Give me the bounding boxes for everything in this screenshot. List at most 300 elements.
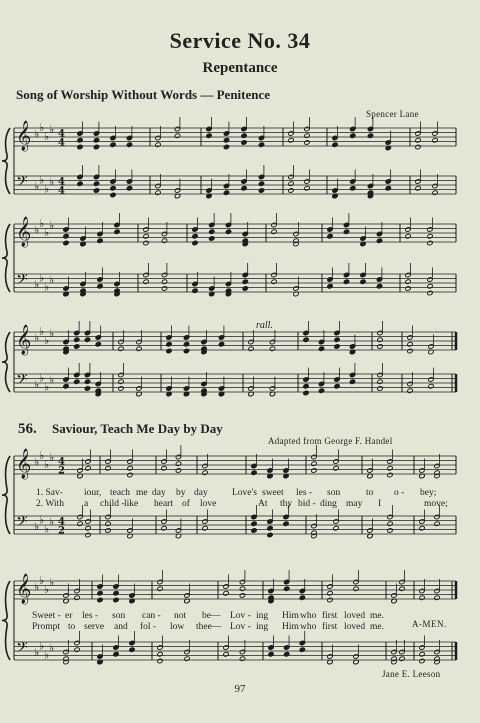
note-head <box>113 652 119 657</box>
lyric-syllable: day <box>194 488 208 498</box>
note-head <box>84 337 90 342</box>
note-head <box>157 586 163 591</box>
note-head <box>387 466 393 471</box>
note-head <box>223 138 229 143</box>
note-head <box>93 181 99 186</box>
note-head <box>387 521 393 526</box>
note-head <box>118 386 124 391</box>
note-head <box>283 521 289 526</box>
note-head <box>258 142 264 147</box>
lyric-syllable: At <box>258 499 268 509</box>
note-head <box>113 591 119 596</box>
note-head <box>288 138 294 143</box>
note-head <box>74 647 80 652</box>
note-head <box>206 133 212 138</box>
flat-icon: ♭ <box>49 515 55 529</box>
lyric-syllable: 2. With <box>36 499 64 509</box>
note-head <box>405 279 411 284</box>
bass-clef-icon: 𝄢 <box>16 271 28 292</box>
lyric-syllable: a <box>84 499 89 509</box>
bass-clef-icon: 𝄢 <box>16 371 28 392</box>
note-head <box>284 652 290 657</box>
flat-icon: ♭ <box>39 173 45 187</box>
time-signature-top: 4 <box>58 516 65 528</box>
lyric-syllable: like <box>124 499 139 509</box>
flat-icon: ♭ <box>34 646 40 659</box>
time-signature-top: 4 <box>58 456 65 468</box>
note-head <box>161 286 167 291</box>
note-head <box>376 284 382 289</box>
note-head <box>241 186 247 191</box>
note-head <box>110 142 116 147</box>
note-head <box>318 346 324 351</box>
note-head <box>251 470 257 475</box>
note-head <box>223 652 229 657</box>
note-head <box>353 586 359 591</box>
note-head <box>63 240 69 245</box>
song-composer: Spencer Lane <box>366 109 419 119</box>
note-head <box>93 188 99 193</box>
note-head <box>271 229 277 234</box>
note-head <box>105 521 111 526</box>
note-head <box>407 348 413 353</box>
lyric-syllable: I <box>378 499 382 509</box>
lyric-syllable: thee— <box>196 622 222 632</box>
note-head <box>428 384 434 389</box>
note-head <box>97 597 103 602</box>
lyric-syllable: me. <box>370 622 384 632</box>
note-head <box>110 186 116 191</box>
note-head <box>407 388 413 393</box>
lyric-syllable: who <box>300 622 317 632</box>
note-head <box>166 348 172 353</box>
note-head <box>85 466 91 471</box>
note-head <box>258 181 264 186</box>
brace <box>2 128 10 194</box>
brace <box>2 456 10 534</box>
time-signature-top: 4 <box>58 128 65 140</box>
time-signature-top: 4 <box>58 176 65 188</box>
flat-icon: ♭ <box>34 331 40 345</box>
note-head <box>175 468 181 473</box>
note-head <box>258 188 264 193</box>
note-head <box>419 595 425 600</box>
note-head <box>74 337 80 342</box>
rall-marking: rall. <box>256 320 273 331</box>
flat-icon: ♭ <box>49 373 55 387</box>
flat-icon: ♭ <box>44 648 50 662</box>
lyric-syllable: first <box>322 622 338 632</box>
flat-icon: ♭ <box>49 123 55 136</box>
flat-icon: ♭ <box>34 180 40 193</box>
time-signature-bottom: 2 <box>58 465 65 477</box>
note-head <box>432 190 438 195</box>
note-head <box>415 186 421 191</box>
flat-icon: ♭ <box>49 273 55 287</box>
lyric-syllable: les - <box>82 611 99 621</box>
note-head <box>157 652 163 657</box>
flat-icon: ♭ <box>39 120 45 134</box>
note-head <box>327 234 333 239</box>
lyric-syllable: bey; <box>420 488 437 498</box>
bass-clef-icon: 𝄢 <box>16 173 28 194</box>
lyric-syllable: be— <box>202 611 221 621</box>
lyric-syllable: to <box>68 622 76 632</box>
note-head <box>367 133 373 138</box>
flat-icon: ♭ <box>34 455 40 469</box>
note-head <box>343 279 349 284</box>
note-head <box>399 656 405 661</box>
note-head <box>327 597 333 602</box>
note-head <box>407 342 413 347</box>
note-head <box>284 586 290 591</box>
lyric-syllable: heart <box>154 499 173 509</box>
note-head <box>85 532 91 537</box>
note-head <box>209 229 215 234</box>
song-heading: Song of Worship Without Words — Penitence <box>16 87 271 102</box>
note-head <box>161 279 167 284</box>
note-head <box>175 461 181 466</box>
note-head <box>95 342 101 347</box>
note-head <box>114 229 120 234</box>
note-head <box>241 133 247 138</box>
note-head <box>192 234 198 239</box>
note-head <box>155 142 161 147</box>
lyric-syllable: not <box>174 611 187 621</box>
note-head <box>77 521 83 526</box>
note-head <box>192 288 198 293</box>
time-signature-bottom: 4 <box>58 185 65 197</box>
note-head <box>427 240 433 245</box>
note-head <box>105 528 111 533</box>
flat-icon: ♭ <box>39 448 45 462</box>
flat-icon: ♭ <box>34 580 40 594</box>
lyric-syllable: move; <box>424 499 448 509</box>
note-head <box>242 279 248 284</box>
lyric-syllable: Lov - <box>230 622 251 632</box>
note-head <box>327 284 333 289</box>
note-head <box>311 461 317 466</box>
hymn-number: 56. <box>18 421 37 437</box>
note-head <box>223 591 229 596</box>
flat-icon: ♭ <box>44 225 50 239</box>
note-head <box>93 138 99 143</box>
note-head <box>299 595 305 600</box>
lyric-syllable: first <box>322 611 338 621</box>
note-head <box>74 379 80 384</box>
flat-icon: ♭ <box>49 327 55 340</box>
lyric-syllable: Him <box>282 622 299 632</box>
note-head <box>434 521 440 526</box>
flat-icon: ♭ <box>49 175 55 189</box>
note-head <box>161 466 167 471</box>
note-head <box>269 346 275 351</box>
lyric-syllable: who <box>300 611 317 621</box>
note-head <box>267 526 273 531</box>
hymn-composer: Adapted from George F. Handel <box>268 436 393 446</box>
note-head <box>157 658 163 663</box>
lyric-syllable: low <box>170 622 185 632</box>
lyric-syllable: loved <box>344 622 366 632</box>
note-head <box>360 279 366 284</box>
flat-icon: ♭ <box>34 520 40 533</box>
note-head <box>419 652 425 657</box>
note-head <box>202 526 208 531</box>
note-head <box>161 526 167 531</box>
note-head <box>332 142 338 147</box>
note-head <box>288 181 294 186</box>
note-head <box>267 532 273 537</box>
lyric-syllable: Love's <box>232 488 257 498</box>
time-signature-bottom: 4 <box>58 137 65 149</box>
flat-icon: ♭ <box>39 639 45 653</box>
note-head <box>63 234 69 239</box>
lyric-syllable: sweet <box>262 488 284 498</box>
note-head <box>251 521 257 526</box>
note-head <box>218 342 224 347</box>
note-head <box>63 384 69 389</box>
flat-icon: ♭ <box>39 324 45 338</box>
note-head <box>74 595 80 600</box>
flat-icon: ♭ <box>44 522 50 536</box>
note-head <box>334 344 340 349</box>
note-head <box>97 284 103 289</box>
note-head <box>432 138 438 143</box>
lyric-syllable: Prompt <box>32 622 60 632</box>
lyric-syllable: love <box>200 499 217 509</box>
note-head <box>399 586 405 591</box>
lyric-syllable: day <box>152 488 166 498</box>
note-head <box>271 279 277 284</box>
note-head <box>318 388 324 393</box>
flat-icon: ♭ <box>49 641 55 655</box>
note-head <box>427 284 433 289</box>
note-head <box>304 186 310 191</box>
flat-icon: ♭ <box>44 582 50 596</box>
flat-icon: ♭ <box>39 513 45 527</box>
note-head <box>118 379 124 384</box>
note-head <box>127 466 133 471</box>
note-head <box>105 466 111 471</box>
lyric-syllable: thy <box>280 499 293 509</box>
lyric-syllable: loved <box>344 611 366 621</box>
note-head <box>183 348 189 353</box>
note-head <box>97 591 103 596</box>
note-head <box>303 384 309 389</box>
flat-icon: ♭ <box>34 223 40 237</box>
note-head <box>385 186 391 191</box>
note-head <box>209 236 215 241</box>
note-head <box>327 591 333 596</box>
note-head <box>387 472 393 477</box>
lyric-syllable: to <box>366 488 374 498</box>
note-head <box>97 238 103 243</box>
lyric-syllable: and <box>114 622 128 632</box>
lyric-syllable: son <box>327 488 341 498</box>
note-head <box>84 379 90 384</box>
note-head <box>239 586 245 591</box>
service-subtitle: Repentance <box>202 60 278 76</box>
lyric-syllable: Sweet - <box>32 611 61 621</box>
lyric-syllable: ding <box>320 499 337 509</box>
lyric-syllable: by <box>176 488 186 498</box>
lyric-syllable: of <box>182 499 190 509</box>
flat-icon: ♭ <box>44 457 50 471</box>
note-head <box>303 337 309 342</box>
note-head <box>184 656 190 661</box>
flat-icon: ♭ <box>34 278 40 291</box>
note-head <box>192 240 198 245</box>
brace <box>2 581 10 660</box>
note-head <box>136 346 142 351</box>
flat-icon: ♭ <box>44 182 50 196</box>
time-signature-bottom: 2 <box>58 525 65 537</box>
lyric-syllable: er <box>65 611 73 621</box>
note-head <box>299 647 305 652</box>
note-head <box>183 342 189 347</box>
note-head <box>333 466 339 471</box>
note-head <box>126 186 132 191</box>
treble-clef-icon: 𝄞 <box>16 121 32 151</box>
lyric-syllable: Him <box>282 611 299 621</box>
note-head <box>405 286 411 291</box>
note-head <box>268 652 274 657</box>
treble-clef-icon: 𝄞 <box>16 574 32 604</box>
hymn-title: Saviour, Teach Me Day by Day <box>52 421 223 436</box>
flat-icon: ♭ <box>44 333 50 347</box>
note-head <box>376 238 382 243</box>
note-head <box>288 188 294 193</box>
flat-icon: ♭ <box>39 573 45 587</box>
note-head <box>405 234 411 239</box>
note-head <box>85 526 91 531</box>
note-head <box>223 190 229 195</box>
flat-icon: ♭ <box>39 271 45 285</box>
service-title: Service No. 34 <box>169 28 311 53</box>
note-head <box>113 597 119 602</box>
note-head <box>343 229 349 234</box>
note-head <box>350 186 356 191</box>
brace <box>2 224 10 292</box>
note-head <box>84 386 90 391</box>
brace <box>2 332 10 392</box>
note-head <box>239 593 245 598</box>
note-head <box>129 647 135 652</box>
note-head <box>174 133 180 138</box>
lyric-syllable: ing <box>256 611 269 621</box>
flat-icon: ♭ <box>39 216 45 230</box>
note-head <box>387 528 393 533</box>
note-head <box>143 279 149 284</box>
lyric-syllable: les - <box>296 488 313 498</box>
page-number: 97 <box>234 683 246 695</box>
note-head <box>74 344 80 349</box>
flat-icon: ♭ <box>39 371 45 385</box>
note-head <box>239 656 245 661</box>
treble-clef-icon: 𝄞 <box>16 449 32 479</box>
lyric-syllable: o - <box>394 488 405 498</box>
hymn-author: Jane E. Leeson <box>382 669 441 679</box>
treble-clef-icon: 𝄞 <box>16 325 32 355</box>
note-head <box>377 337 383 342</box>
note-head <box>223 144 229 149</box>
lyric-syllable: child - <box>100 499 125 509</box>
note-head <box>93 144 99 149</box>
note-head <box>241 140 247 145</box>
flat-icon: ♭ <box>44 380 50 394</box>
note-head <box>377 344 383 349</box>
lyric-syllable: bid - <box>298 499 316 509</box>
note-head <box>248 346 254 351</box>
lyric-syllable: fol - <box>140 622 157 632</box>
flat-icon: ♭ <box>49 576 55 589</box>
note-head <box>161 238 167 243</box>
lyric-syllable: son <box>112 611 126 621</box>
note-head <box>304 140 310 145</box>
lyric-syllable: can - <box>142 611 161 621</box>
note-head <box>333 526 339 531</box>
note-head <box>143 240 149 245</box>
note-head <box>77 144 83 149</box>
note-head <box>415 144 421 149</box>
note-head <box>377 379 383 384</box>
note-head <box>434 595 440 600</box>
flat-icon: ♭ <box>44 280 50 294</box>
flat-icon: ♭ <box>44 129 50 143</box>
note-head <box>304 133 310 138</box>
note-head <box>251 528 257 533</box>
note-head <box>127 472 133 477</box>
lyric-syllable: teach <box>110 488 131 498</box>
note-head <box>427 234 433 239</box>
flat-icon: ♭ <box>34 127 40 141</box>
lyric-syllable: me <box>136 488 148 498</box>
flat-icon: ♭ <box>34 378 40 391</box>
note-head <box>303 390 309 395</box>
bass-clef-icon: 𝄢 <box>16 513 28 534</box>
note-head <box>377 386 383 391</box>
lyric-syllable: may <box>346 499 363 509</box>
note-head <box>334 384 340 389</box>
note-head <box>242 286 248 291</box>
note-head <box>311 468 317 473</box>
note-head <box>166 342 172 347</box>
note-head <box>334 337 340 342</box>
note-head <box>349 379 355 384</box>
note-head <box>155 190 161 195</box>
bass-clef-icon: 𝄢 <box>16 639 28 660</box>
amen-text: A-MEN. <box>412 619 447 629</box>
note-head <box>143 234 149 239</box>
note-head <box>77 138 83 143</box>
treble-clef-icon: 𝄞 <box>16 217 32 247</box>
note-head <box>419 526 425 531</box>
note-head <box>202 470 208 475</box>
note-head <box>415 138 421 143</box>
note-head <box>77 181 83 186</box>
note-head <box>118 346 124 351</box>
lyric-syllable: serve <box>84 622 105 632</box>
lyric-syllable: ing <box>256 622 269 632</box>
note-head <box>225 229 231 234</box>
flat-icon: ♭ <box>49 219 55 232</box>
note-head <box>419 658 425 663</box>
note-head <box>110 192 116 197</box>
lyric-syllable: 1. Sav- <box>36 488 63 498</box>
lyric-syllable: Lov - <box>230 611 251 621</box>
note-head <box>427 290 433 295</box>
note-head <box>126 142 132 147</box>
